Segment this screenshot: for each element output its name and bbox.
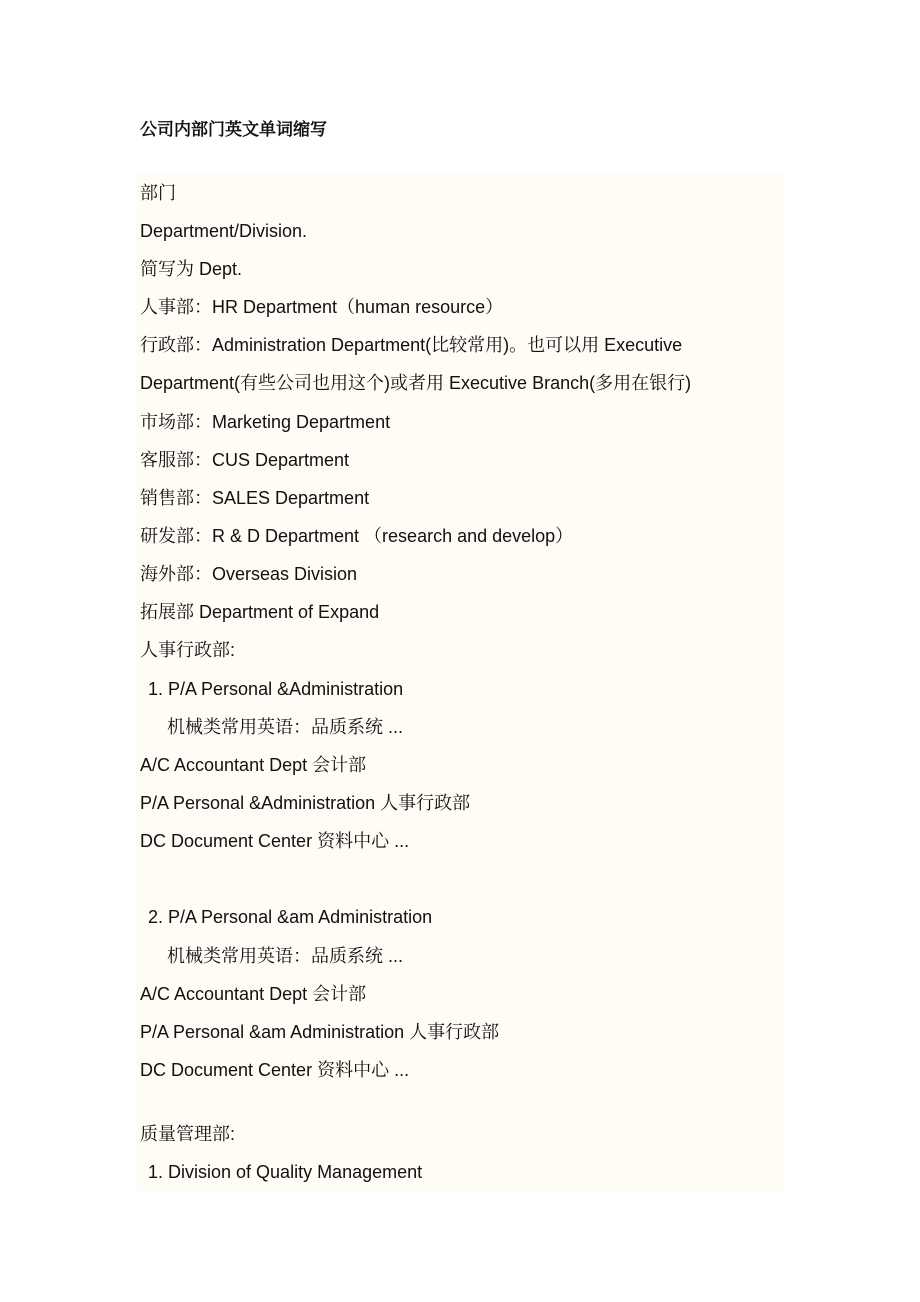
text-line: 海外部：Overseas Division <box>140 564 358 584</box>
content-block <box>136 174 784 1192</box>
text-line: 简写为 Dept. <box>140 259 243 279</box>
text-line: 拓展部 Department of Expand <box>140 602 380 622</box>
text-line: 行政部：Administration Department(比较常用)。也可以用 Executive <box>140 335 683 355</box>
text-line: P/A Personal &am Administration 人事行政部 <box>140 1022 500 1042</box>
text-line: 销售部：SALES Department <box>140 488 370 508</box>
text-line: 市场部：Marketing Department <box>140 412 391 432</box>
list-item: 2. P/A Personal &am Administration <box>148 907 433 927</box>
text-line: DC Document Center 资料中心 ... <box>140 831 410 851</box>
text-line: 研发部：R & D Department （research and develop） <box>140 526 574 546</box>
text-line: 机械类常用英语：品质系统 ... <box>167 946 404 966</box>
text-line: DC Document Center 资料中心 ... <box>140 1060 410 1080</box>
list-item: 1. P/A Personal &Administration <box>148 679 404 699</box>
text-line: 人事部：HR Department（human resource） <box>140 297 504 317</box>
text-line: P/A Personal &Administration 人事行政部 <box>140 793 471 813</box>
text-line: A/C Accountant Dept 会计部 <box>140 984 367 1004</box>
text-line: 客服部：CUS Department <box>140 450 350 470</box>
text-line: A/C Accountant Dept 会计部 <box>140 755 367 775</box>
text-line: Department(有些公司也用这个)或者用 Executive Branch(多用在银行) <box>140 373 692 393</box>
section-heading: 质量管理部: <box>140 1124 236 1144</box>
text-line: 部门 <box>140 183 176 203</box>
document-title: 公司内部门英文单词缩写 <box>140 120 327 140</box>
list-item: 1. Division of Quality Management <box>148 1162 423 1182</box>
text-line: Department/Division. <box>140 221 308 241</box>
text-line: 机械类常用英语：品质系统 ... <box>167 717 404 737</box>
section-heading: 人事行政部: <box>140 640 236 660</box>
